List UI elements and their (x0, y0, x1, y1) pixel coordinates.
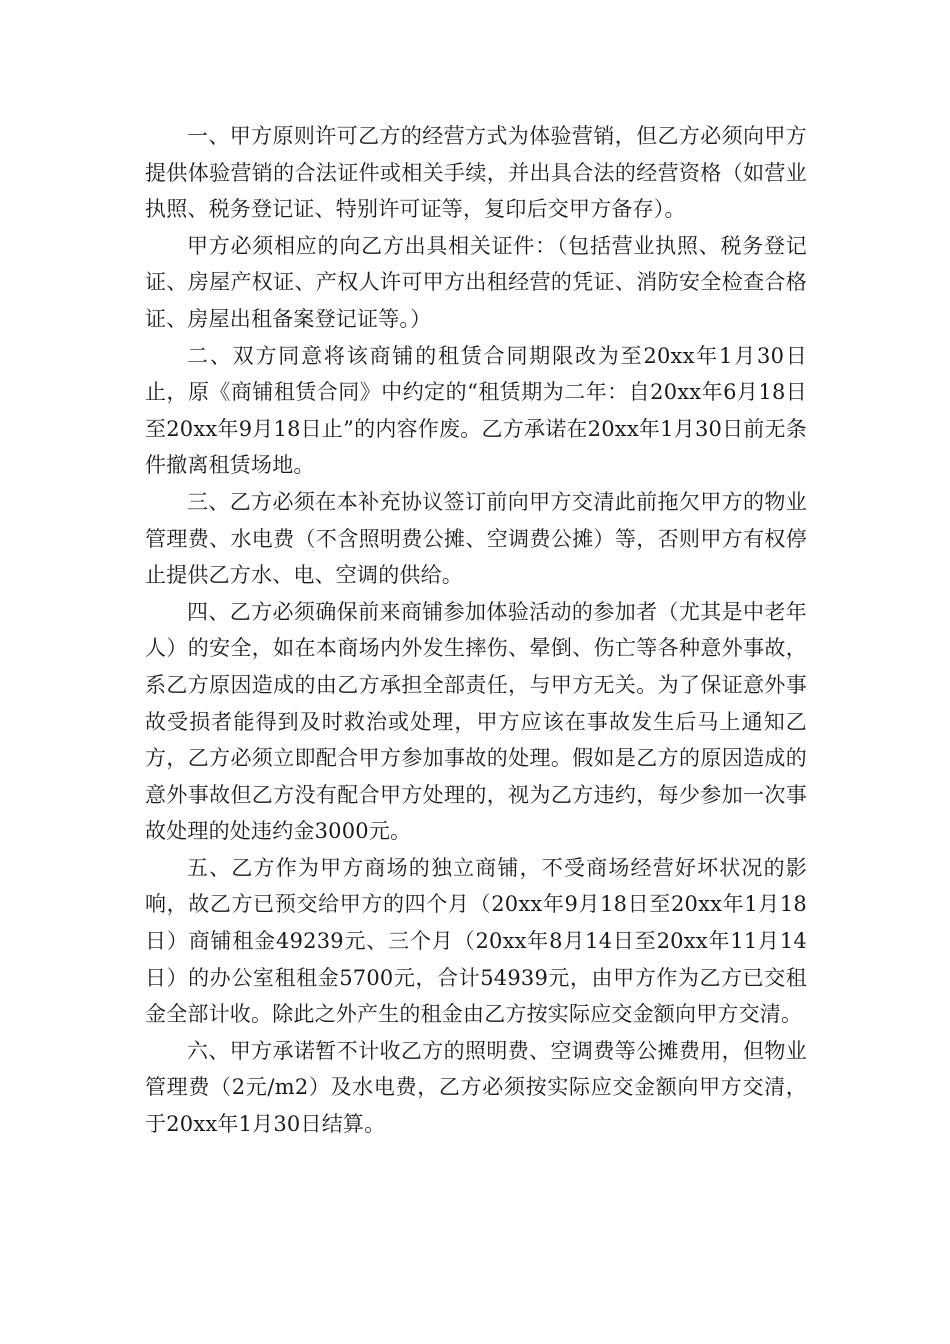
paragraph-clause-3: 三、乙方必须在本补充协议签订前向甲方交清此前拖欠甲方的物业管理费、水电费（不含照明费公摊、空调费公摊）等，否则甲方有权停止提供乙方水、电、空调的供给。 (145, 489, 807, 588)
paragraph-clause-5: 五、乙方作为甲方商场的独立商铺，不受商场经营好坏状况的影响，故乙方已预交给甲方的四个月（20xx年9月18日至20xx年1月18日）商铺租金49239元、三个月（20xx年8月14日至20xx年11月14日）的办公室租租金5700元，合计54939元，由甲方作为乙方已交租金全部计收。除此之外产生的租金由乙方按实际应交金额向甲方交清。 (145, 855, 807, 1027)
document-body (145, 118, 807, 1143)
paragraph-certificates: 甲方必须相应的向乙方出具相关证件：（包括营业执照、税务登记证、房屋产权证、产权人许可甲方出租经营的凭证、消防安全检查合格证、房屋出租备案登记证等。） (145, 233, 807, 331)
paragraph-clause-2: 二、双方同意将该商铺的租赁合同期限改为至20xx年1月30日止，原《商铺租赁合同》中约定的“租赁期为二年：自20xx年6月18日至20xx年9月18日止”的内容作废。乙方承诺在20xx年1月30日前无条件撤离租赁场地。 (145, 343, 807, 478)
paragraph-clause-6: 六、甲方承诺暂不计收乙方的照明费、空调费等公摊费用，但物业管理费（2元/m2）及水电费，乙方必须按实际应交金额向甲方交清，于20xx年1月30日结算。 (145, 1038, 807, 1137)
paragraph-clause-1: 一、甲方原则许可乙方的经营方式为体验营销，但乙方必须向甲方提供体验营销的合法证件或相关手续，并出具合法的经营资格（如营业执照、税务登记证、特别许可证等，复印后交甲方备存）。 (145, 124, 807, 222)
paragraph-clause-4: 四、乙方必须确保前来商铺参加体验活动的参加者（尤其是中老年人）的安全，如在本商场内外发生摔伤、晕倒、伤亡等各种意外事故，系乙方原因造成的由乙方承担全部责任，与甲方无关。为了保证意外事故受损者能得到及时救治或处理，甲方应该在事故发生后马上通知乙方，乙方必须立即配合甲方参加事故的处理。假如是乙方的原因造成的意外事故但乙方没有配合甲方处理的，视为乙方违约，每少参加一次事故处理的处违约金3000元。 (145, 599, 807, 844)
